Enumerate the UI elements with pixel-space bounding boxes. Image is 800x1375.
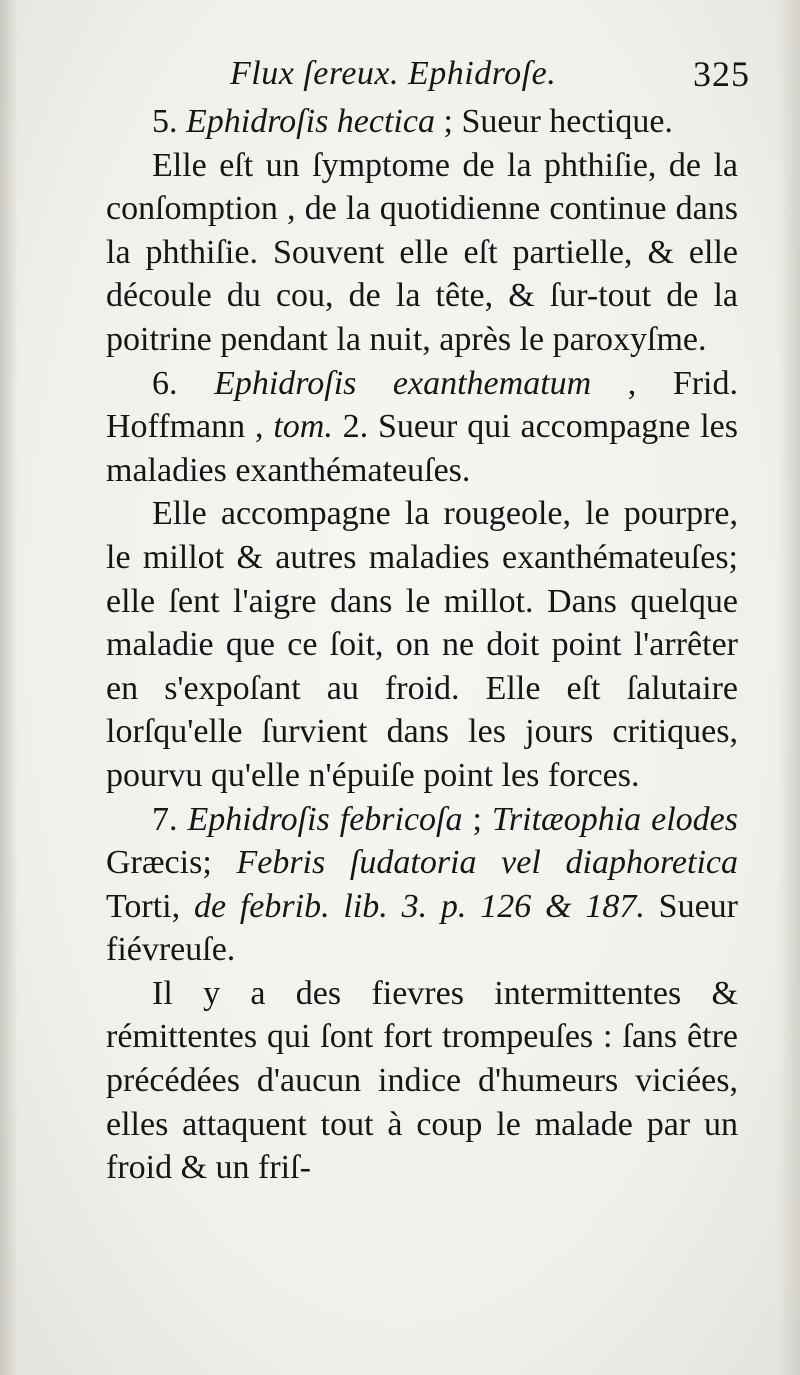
paragraph-description-5 (106, 144, 738, 362)
paragraph-section-7 (106, 798, 738, 972)
paragraph-text: Elle eſt un ſymptome de la phthiſie, de la conſomption , de la quotidienne continue dans la phthiſie. Souvent elle eſt partielle, & elle découle du cou, de la tête, & ſur-tout de la poitrine pendant la nuit, après le paroxyſme. (106, 146, 738, 358)
paragraph-section-5 (106, 100, 738, 144)
paragraph-section-6 (106, 362, 738, 493)
separator: ; (434, 103, 462, 140)
author-reference: Frid. Hoffmann , (106, 364, 738, 446)
page-edge-right (778, 0, 800, 1375)
separator: ; (462, 800, 492, 838)
section-number: 7. (152, 800, 178, 838)
separator: , (591, 364, 673, 402)
paragraph-text: Sueur fiévreuſe. (106, 887, 738, 969)
author-reference: Torti, (106, 887, 194, 925)
section-number: 6. (152, 364, 178, 402)
latin-term: Ephidroſis febricoſa (187, 800, 463, 838)
paragraph-text: Il y a des fievres intermittentes & rémittentes qui ſont fort trompeuſes : ſans être précédées d'aucun indice d'humeurs viciées, elles attaquent tout à coup le malade par un froid & un friſ- (106, 974, 738, 1187)
latin-term: Ephidroſis hectica (186, 103, 435, 140)
page-header (100, 52, 750, 100)
paragraph-description-7 (106, 972, 738, 1190)
section-number: 5. (152, 103, 178, 140)
paragraph-text: Sueur hectique. (461, 103, 673, 140)
body-text (106, 100, 738, 1190)
greek-note: Græcis; (106, 844, 237, 882)
page-number: 325 (693, 54, 750, 94)
tome-abbrev: tom. (273, 408, 333, 446)
latin-term-2: Tritæophia elodes (491, 800, 738, 838)
paragraph-description-6 (106, 492, 738, 797)
paragraph-text: 2. Sueur qui accompagne les maladies exanthémateuſes. (106, 408, 739, 489)
paragraph-text: Elle accompagne la rougeole, le pourpre, le millot & autres maladies exanthémateuſes; elle ſent l'aigre dans le millot. Dans quelque maladie que ce ſoit, on ne doit point l'arrêter en s'expoſant au froid. Elle eſt ſalutaire lorſqu'elle ſurvient dans les jours critiques, pourvu qu'elle n'épuiſe point les forces. (106, 495, 738, 794)
running-title: Flux ſereux. Ephidroſe. (230, 55, 557, 92)
latin-term-3: Febris ſudatoria vel diaphoretica (236, 844, 738, 882)
bibliographic-reference: de febrib. lib. 3. p. 126 & 187. (193, 887, 645, 925)
latin-term: Ephidroſis exanthematum (214, 364, 592, 402)
page-edge-left (0, 0, 18, 1375)
